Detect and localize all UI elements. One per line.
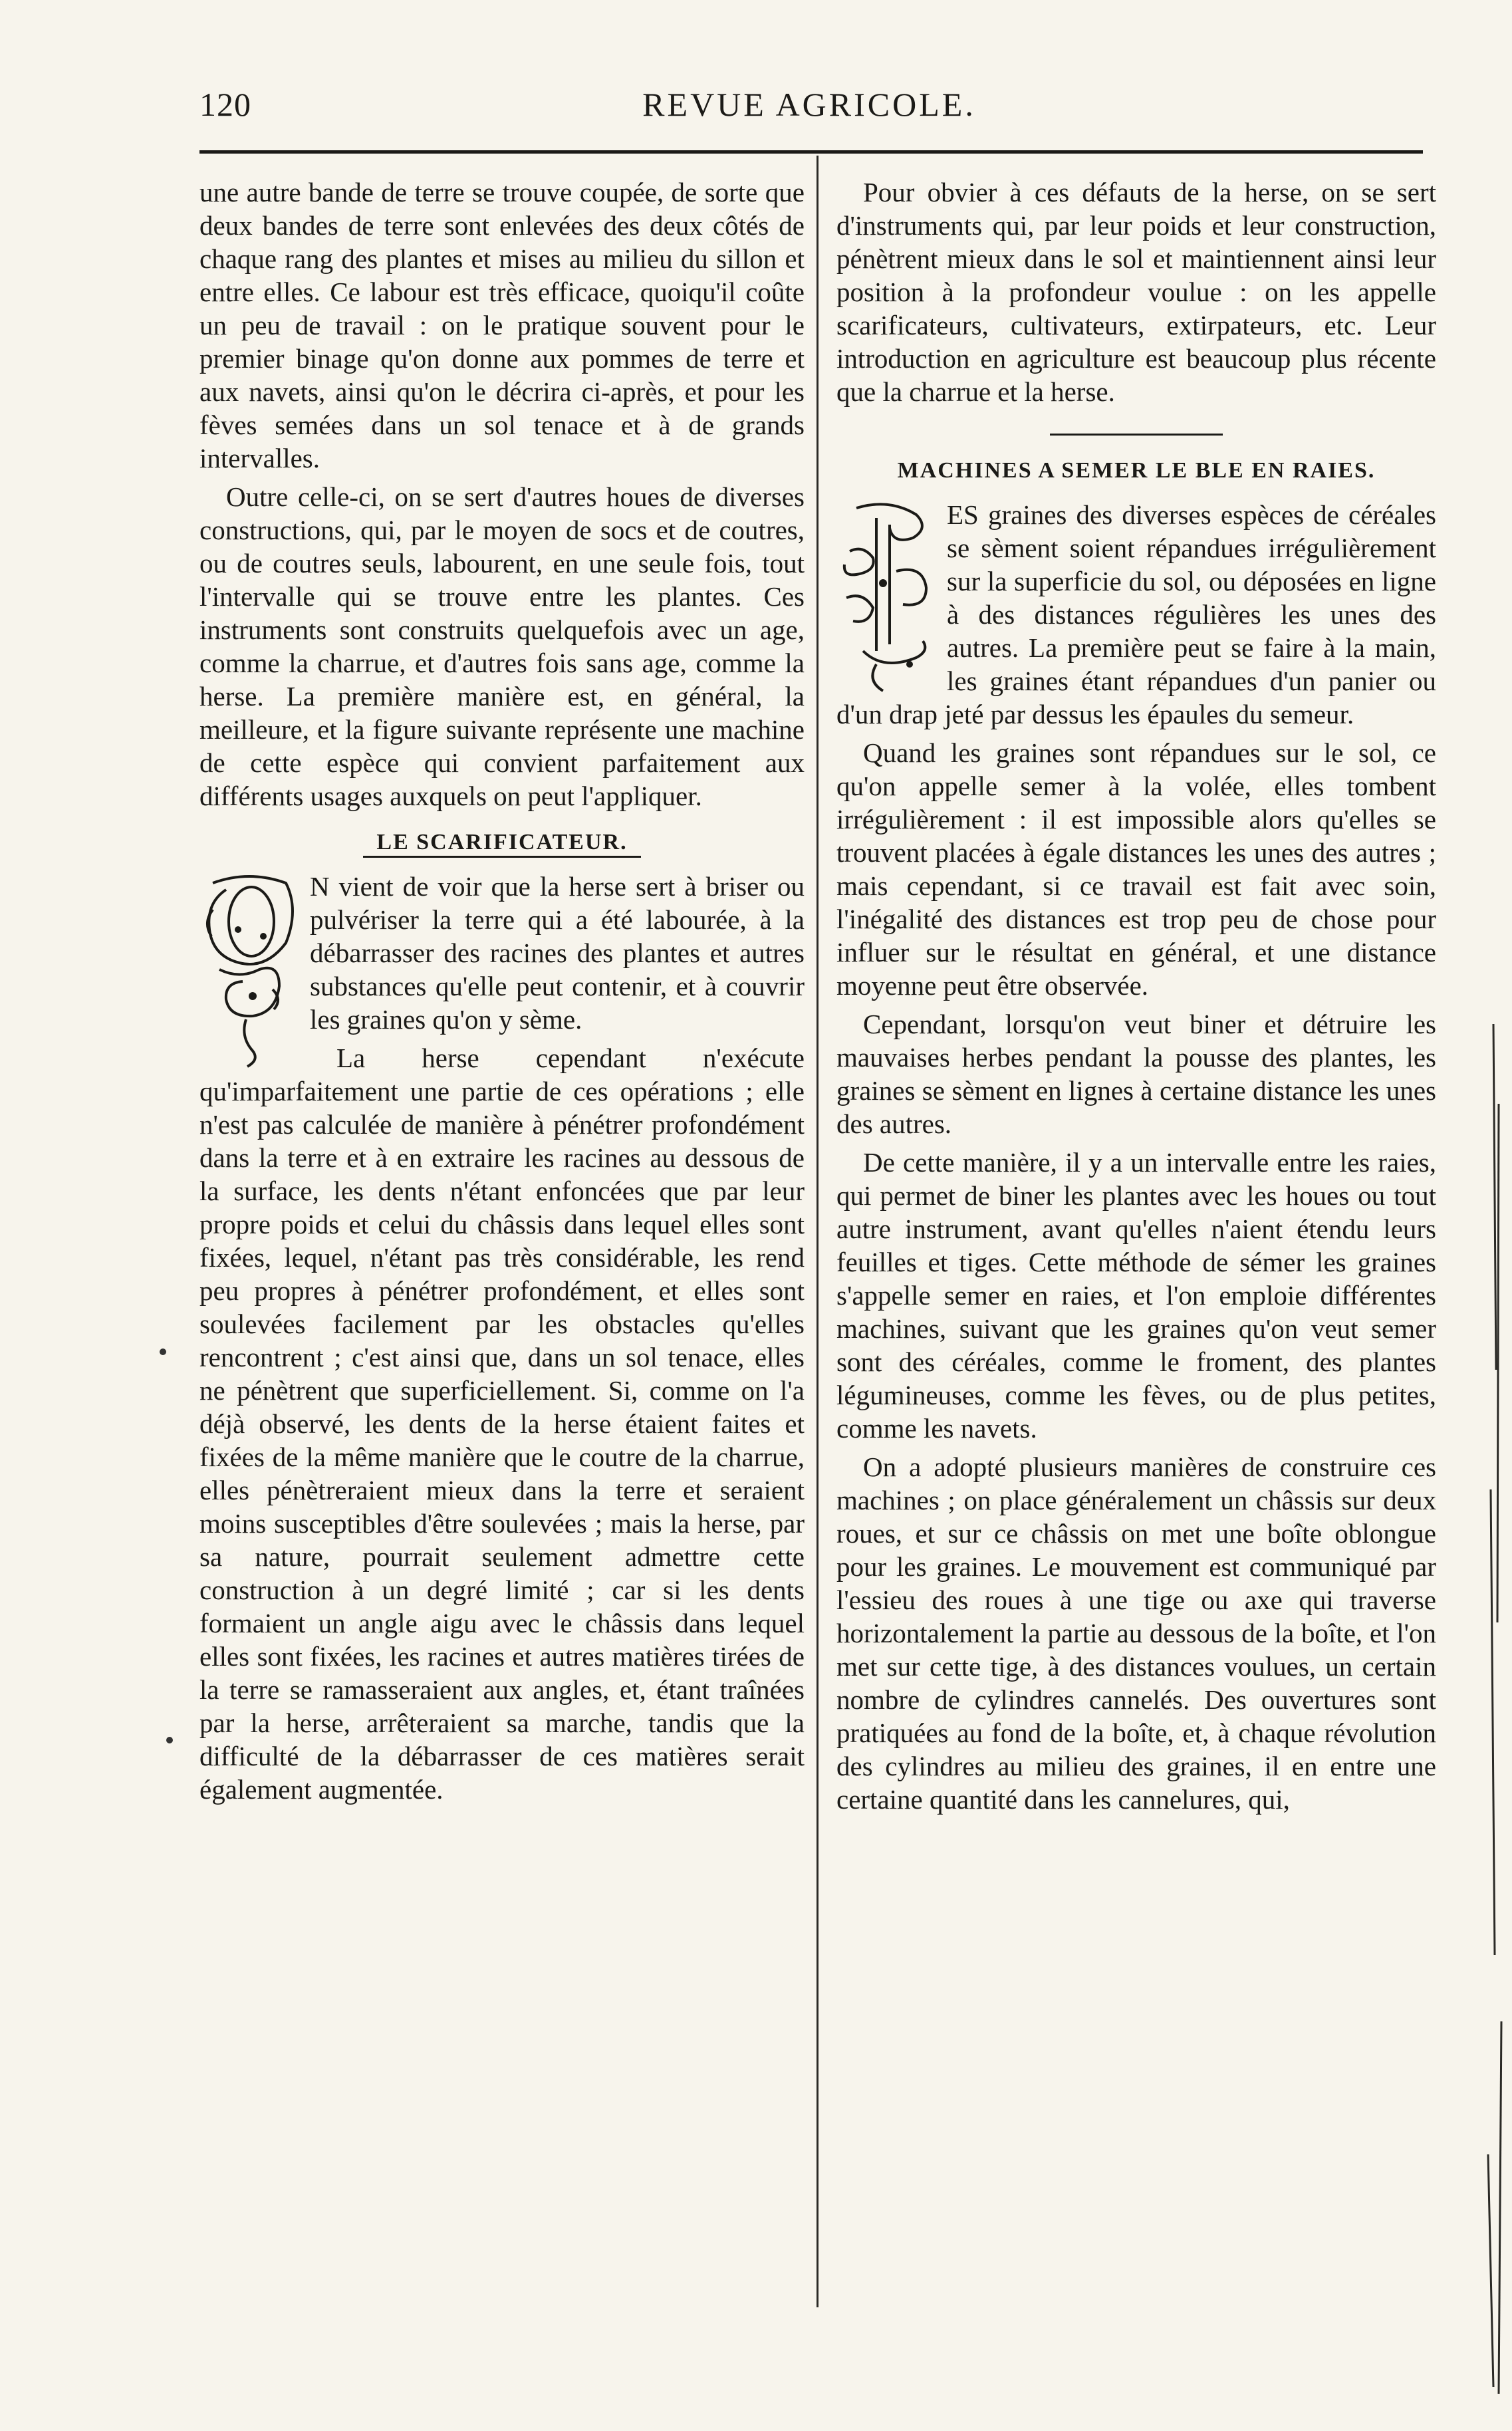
section-title-scarificateur xyxy=(199,826,805,859)
right-paragraph-6: On a adopté plusieurs manières de construire ces machines ; on place généralement un châssis sur deux roues, et sur ce châssis on met une boîte oblongue pour les graines. Le mouvement est communiqué par l'essieu des roues à une tige ou axe qui traverse horizontalement la partie au dessous de la boîte, et l'on met sur cette tige, à des distances voulues, un certain nombre de cylindres cannelés. Des ouvertures sont pratiquées au fond de la boîte, et, à chaque révolution des cylindres au milieu des graines, il en entre une certaine quantité dans les cannelures, qui, xyxy=(836,1452,1436,1815)
left-paragraph-1: une autre bande de terre se trouve coupée, de sorte que deux bandes de terre sont enlevées des deux côtés de chaque rang des plantes et mises au milieu du sillon et entre elles. Ce labour est très efficace, quoiqu'il coûte un peu de travail : on le pratique souvent pour le premier binage qu'on donne aux pommes de terre et aux navets, ainsi qu'on le décrira ci-après, et pour les fèves semées dans un sol tenace et à de grands intervalles. xyxy=(199,177,805,473)
section-title-text: LE SCARIFICATEUR. xyxy=(363,830,640,858)
right-paragraph-2: ES graines des diverses espèces de céréales se sèment soient répandues irrégulièrement sur la superficie du sol, ou déposées en ligne à des distances régulières les unes des autres. La première peut se faire à la main, les graines étant répandues d'un panier ou d'un drap jeté par dessus les épaules du semeur. xyxy=(836,499,1436,729)
right-paragraph-1: Pour obvier à ces défauts de la herse, on se sert d'instruments qui, par leur poids et leur construction, pénètrent mieux dans le sol et maintiennent ainsi leur position à la profondeur voulue : on les appelle scarificateurs, cultivateurs, extirpateurs, etc. Leur introduction en agriculture est beaucoup plus récente que la charrue et la herse. xyxy=(836,177,1436,407)
left-paragraph-3: N vient de voir que la herse sert à briser ou pulvériser la terre qui a été labourée, à la débarrasser des racines des plantes et autres substances qu'elle peut contenir, et à couvrir les graines qu'on y sème. xyxy=(310,871,805,1035)
right-paragraph-3: Quand les graines sont répandues sur le sol, ce qu'on appelle semer à la volée, elles tombent irrégulièrement : il est impossible alors qu'elles se trouvent placées à égale distances les unes des autres ; mais cependant, si ce travail est fait avec soin, l'inégalité des distances est trop peu de chose pour influer sur le résultat en général, et une distance moyenne peut être observée. xyxy=(836,737,1436,1001)
header-rule xyxy=(199,150,1423,154)
scan-edge-marks xyxy=(1481,1024,1508,2394)
margin-dot xyxy=(166,1737,173,1743)
running-title: REVUE AGRICOLE. xyxy=(642,86,976,123)
section-title-machines: MACHINES A SEMER LE BLE EN RAIES. xyxy=(897,458,1376,483)
section-separator-rule xyxy=(1050,434,1223,436)
right-paragraph-4: Cependant, lorsqu'on veut biner et détruire les mauvaises herbes pendant la pousse des plantes, les graines se sèment en lignes à certaine distance les unes des autres. xyxy=(836,1009,1436,1139)
ornate-letter-L-icon xyxy=(836,498,936,698)
margin-dot xyxy=(160,1348,166,1355)
left-column xyxy=(199,176,805,1811)
right-column xyxy=(836,176,1436,1821)
page-header xyxy=(199,80,1419,133)
column-divider xyxy=(817,156,819,2307)
dropcap-block-left xyxy=(199,870,805,1811)
dropcap-block-right xyxy=(836,498,1436,736)
left-paragraph-2: Outre celle-ci, on se sert d'autres houes de diverses constructions, qui, par le moyen de socs et de coutres, ou de coutres seuls, labourent, en une seule fois, tout l'intervalle qui se trouve entre les plantes. Ces instruments sont construits quelquefois avec un age, comme la charrue, et d'autres fois sans age, comme la herse. La première manière est, en général, la meilleure, et la figure suivante représente une machine de cette espèce qui convient parfaitement aux différents usages auxquels on peut l'appliquer. xyxy=(199,481,805,811)
right-paragraph-5: De cette manière, il y a un intervalle entre les raies, qui permet de biner les plantes avec les houes ou tout autre instrument, avant qu'elles n'aient étendu leurs feuilles et tiges. Cette méthode de sémer les graines s'appelle semer en raies, et l'on emploie différentes machines, suivant que les graines qu'on veut semer sont des céréales, comme le froment, des plantes légumineuses, comme les fèves, ou de plus petites, comme les navets. xyxy=(836,1147,1436,1444)
left-paragraph-4: La herse cependant n'exécute qu'imparfaitement une partie de ces opérations ; elle n'est pas calculée de manière à pénétrer profondément dans la terre et à en extraire les racines au dessous de la surface, les dents n'étant enfoncées que par leur propre poids et celui du châssis dans lequel elles sont fixées, lequel, n'étant pas très considérable, les rend peu propres à pénétrer profondément, et elles sont soulevées facilement par les obstacles qu'elles rencontrent ; c'est ainsi que, dans un sol tenace, elles ne pénètrent que superficiellement. Si, comme on l'a déjà observé, les dents de la herse étaient faites et fixées de la même manière que le coutre de la charrue, elles pénètreraient mieux dans la terre et seraient moins susceptibles d'être soulevées ; mais la herse, par sa nature, pourrait seulement admettre cette construction à un degré limité ; car si les dents formaient un angle aigu avec le châssis dans lequel elles sont fixées, les racines et autres matières tirées de la terre se ramasseraient aux angles, et, étant traînées par la herse, arrêteraient sa marche, tandis que la difficulté de la débarrasser de ces matières serait également augmentée. xyxy=(199,1043,805,1805)
page-number: 120 xyxy=(199,86,251,123)
ornate-letter-O-icon xyxy=(199,870,299,1069)
